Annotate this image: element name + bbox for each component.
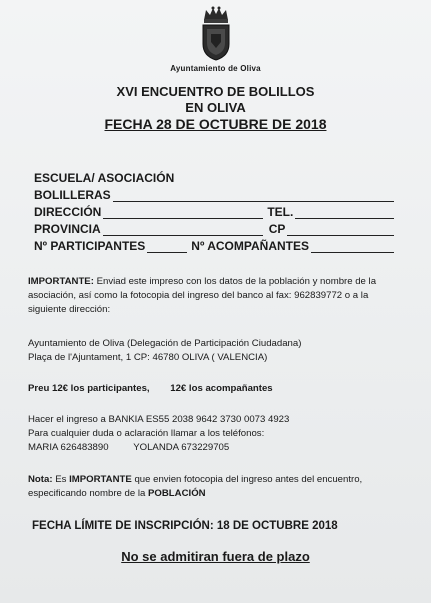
contact-yolanda: YOLANDA 673229705 <box>133 442 230 453</box>
address-block <box>28 337 400 365</box>
registration-deadline: FECHA LÍMITE DE INSCRIPCIÓN: 18 DE OCTUBRE 2018 <box>32 520 338 532</box>
note-emphasis: IMPORTANTE <box>69 474 132 485</box>
cp-label: CP <box>268 222 286 236</box>
school-label-2: BOLILLERAS <box>34 188 111 202</box>
important-text: Enviad este impreso con los datos de la población y nombre de la asociación, así como la fotocopia del ingreso del banco al fax: 962839772 o a la siguiente dirección: <box>28 276 377 315</box>
price-participants: Preu 12€ los participantes, <box>28 383 150 394</box>
cp-field[interactable] <box>287 224 394 236</box>
payment-info <box>28 413 400 455</box>
price-companions: 12€ los acompañantes <box>170 383 273 394</box>
form-row-province <box>34 219 394 236</box>
contact-intro: Para cualquier duda o aclaración llamar a los teléfonos: <box>28 428 265 439</box>
bank-line: Hacer el ingreso a BANKIA ES55 2038 9642 3730 0073 4923 <box>28 414 290 425</box>
contact-line <box>28 441 400 455</box>
companions-field[interactable] <box>311 241 394 253</box>
prices <box>28 382 400 396</box>
important-label: IMPORTANTE: <box>28 276 94 287</box>
province-label: PROVINCIA <box>34 222 101 236</box>
form-row-address <box>34 202 394 219</box>
important-paragraph <box>28 275 400 317</box>
participants-field[interactable] <box>147 241 187 253</box>
note-text-2: que envien fotocopia del ingreso antes del encuentro, especificando nombre de la <box>28 474 363 499</box>
note-label: Nota: <box>28 474 53 485</box>
companions-label: Nº ACOMPAÑANTES <box>191 239 309 253</box>
event-title <box>0 84 431 132</box>
note-paragraph <box>28 473 400 501</box>
note-text-1: Es <box>55 474 67 485</box>
province-field[interactable] <box>103 224 263 236</box>
address-line-2: Plaça de l'Ajuntament, 1 CP: 46780 OLIVA ( VALENCIA) <box>28 352 268 363</box>
registration-form <box>34 168 394 253</box>
late-notice: No se admitiran fuera de plazo <box>121 549 310 564</box>
address-label: DIRECCIÓN <box>34 205 102 219</box>
note-poblacion: POBLACIÓN <box>148 488 206 499</box>
form-row-school-1 <box>34 168 394 185</box>
school-label: ESCUELA/ ASOCIACIÓN <box>34 171 175 185</box>
tel-label: TEL. <box>267 205 294 219</box>
tel-field[interactable] <box>295 207 394 219</box>
organization-name: Ayuntamiento de Oliva <box>170 64 261 73</box>
address-field[interactable] <box>103 207 263 219</box>
participants-label: Nº PARTICIPANTES <box>34 239 146 253</box>
title-line-1: XVI ENCUENTRO DE BOLILLOS <box>116 84 315 99</box>
form-row-school-2 <box>34 185 394 202</box>
coat-of-arms-icon <box>199 6 233 62</box>
form-row-counts <box>34 236 394 253</box>
title-line-2: EN OLIVA <box>185 100 246 115</box>
contact-maria: MARIA 626483890 <box>28 442 109 453</box>
address-line-1: Ayuntamiento de Oliva (Delegación de Participación Ciudadana) <box>28 338 302 349</box>
school-field[interactable] <box>113 190 394 202</box>
header <box>0 6 431 73</box>
event-date: FECHA 28 DE OCTUBRE DE 2018 <box>104 116 327 132</box>
